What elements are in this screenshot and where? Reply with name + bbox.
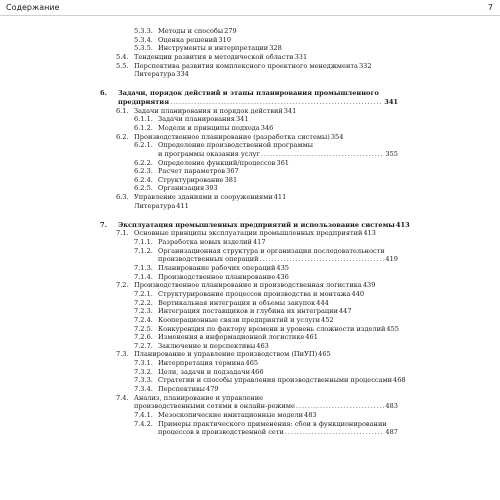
toc-entry-title-text: Производственное планирование (разработка системы)	[134, 132, 330, 141]
toc-entry-title	[158, 368, 398, 377]
toc-entry[interactable]	[100, 238, 398, 247]
toc-entry-page: 354	[330, 132, 344, 141]
toc-entry-number: 7.2.1.	[134, 289, 153, 298]
toc-entry-number: 6.2.1.	[134, 141, 153, 150]
toc-entry-number: 5.3.3.	[134, 27, 153, 35]
toc-entry-title-text: Перспективы	[158, 385, 205, 394]
toc-entry-title	[158, 420, 398, 437]
toc-entry-title	[158, 141, 398, 158]
toc-entry-number: 6.2.5.	[134, 184, 153, 193]
toc-entry[interactable]	[100, 299, 398, 308]
toc-entry-number: 5.3.5.	[134, 44, 153, 53]
table-of-contents	[100, 27, 410, 437]
toc-entry-title-text: Планирование и управление производством (ПиУП)	[134, 350, 318, 359]
toc-entry-page: 461	[305, 333, 318, 342]
toc-entry-title	[134, 202, 398, 211]
toc-entry-title-text: производственных операций	[158, 255, 259, 264]
toc-entry-title-text: Кооперационные связи предприятий и услуги	[158, 315, 321, 324]
toc-entry-number: 6.2.4.	[134, 175, 153, 184]
toc-entry-title-text: Модели и принципы подхода	[158, 123, 260, 132]
toc-entry-page: 452	[321, 315, 334, 324]
toc-entry-number: 5.4.	[116, 52, 129, 61]
toc-entry-title-text: Производственное планирование и производственная логистика	[134, 281, 362, 290]
toc-entry-page: 465	[318, 350, 331, 359]
toc-entry-page: 367	[226, 167, 239, 176]
toc-entry[interactable]	[100, 115, 398, 124]
toc-entry-title	[158, 376, 406, 385]
toc-entry-title	[158, 342, 398, 351]
toc-entry-title-text: Планирование рабочих операций	[158, 264, 276, 273]
toc-entry-title	[158, 184, 398, 193]
toc-entry-title-text: Организационная структура и организация последовательности	[158, 246, 385, 255]
toc-entry-page: 440	[351, 289, 365, 298]
toc-entry-page: 341	[384, 97, 398, 106]
toc-entry-number: 7.4.	[116, 393, 129, 402]
toc-entry-title	[158, 307, 398, 316]
toc-entry-number: 7.2.2.	[134, 298, 153, 307]
toc-entry-title-text: Оценка решений	[158, 35, 218, 44]
toc-entry-page: 346	[260, 123, 274, 132]
toc-entry[interactable]	[100, 247, 398, 264]
toc-entry-title-text: Вертикальная интеграция и объемы закупок	[158, 298, 316, 307]
toc-entry-title	[158, 44, 398, 53]
toc-entry-title	[158, 411, 398, 420]
toc-entry[interactable]	[100, 141, 398, 158]
toc-entry-number: 7.2.5.	[134, 324, 153, 333]
toc-entry-number: 6.1.2.	[134, 123, 153, 132]
toc-entry-number: 7.1.2.	[134, 246, 153, 255]
toc-entry-title-text: Анализ, планирование и управление	[134, 393, 264, 402]
toc-entry-title	[158, 325, 398, 334]
toc-entry-title	[134, 62, 398, 71]
toc-entry-page: 447	[338, 307, 352, 316]
toc-entry-title	[134, 193, 398, 202]
toc-entry-title	[134, 394, 398, 411]
toc-entry-number: 7.3.	[116, 350, 129, 359]
toc-entry[interactable]	[100, 316, 398, 325]
toc-entry-page: 411	[273, 193, 287, 202]
toc-entry[interactable]	[100, 350, 398, 359]
toc-entry-title-text: Перспектива развития комплексного проектного менеджмента	[134, 61, 358, 70]
toc-entry-title-text: и программы оказания услуг	[158, 149, 260, 158]
toc-entry-title	[134, 281, 398, 290]
toc-entry-title	[158, 115, 398, 124]
toc-entry-page: 279	[224, 27, 237, 35]
toc-entry-page: 417	[252, 238, 266, 247]
toc-entry-title-text: Основные принципы эксплуатации промышленных предприятий	[134, 229, 363, 238]
dot-leader	[284, 428, 385, 437]
toc-entry-title	[134, 350, 398, 359]
toc-entry-title-text: Интерпретация термина	[158, 359, 245, 368]
toc-entry-page: 483	[304, 410, 317, 419]
toc-entry-title-text: Задачи, порядок действий и этапы планирования промышленного	[118, 89, 379, 98]
toc-entry-title	[134, 70, 398, 79]
toc-entry-title	[158, 238, 398, 247]
toc-entry-page: 435	[276, 264, 289, 273]
toc-entry-title	[158, 290, 398, 299]
toc-entry[interactable]	[100, 342, 398, 351]
toc-entry-page: 332	[358, 61, 372, 70]
toc-entry-title-text: Заключение и перспективы	[158, 341, 256, 350]
toc-entry-page: 361	[276, 158, 289, 167]
toc-entry-title-text: Определение функций/процессов	[158, 158, 276, 167]
toc-entry-number: 6.2.3.	[134, 167, 153, 176]
toc-entry-page: 468	[393, 376, 406, 385]
toc-entry-page: 310	[218, 35, 232, 44]
toc-entry-title	[158, 273, 398, 282]
toc-entry-title	[158, 316, 398, 325]
toc-entry-title-text: Управление зданиями и сооружениями	[134, 193, 273, 202]
toc-entry[interactable]	[100, 220, 410, 230]
toc-entry-page: 463	[256, 341, 269, 350]
toc-entry[interactable]	[100, 273, 398, 282]
toc-entry[interactable]	[100, 70, 398, 79]
toc-entry[interactable]	[100, 193, 398, 202]
toc-entry-number: 7.1.4.	[134, 272, 153, 281]
toc-entry-number: 7.3.3.	[134, 376, 153, 385]
toc-entry-page: 436	[276, 272, 289, 281]
toc-entry-title-text: Тенденции развития в методической области	[134, 52, 294, 61]
toc-entry-title-text: Определение производственной программы	[158, 141, 313, 150]
toc-entry-number: 5.5.	[116, 61, 129, 70]
toc-entry[interactable]	[100, 62, 398, 71]
running-header	[0, 0, 500, 16]
toc-entry[interactable]	[100, 53, 398, 62]
toc-entry-page: 381	[224, 175, 238, 184]
toc-entry-title	[118, 89, 398, 106]
toc-entry-page: 413	[395, 220, 410, 229]
toc-entry-title-text: Производственное планирование	[158, 272, 276, 281]
toc-entry-page: 328	[269, 44, 282, 53]
toc-entry-number: 6.	[100, 89, 107, 98]
toc-entry-page: 487	[385, 428, 398, 437]
toc-entry[interactable]	[100, 411, 398, 420]
toc-entry[interactable]	[100, 133, 398, 142]
toc-entry-title	[118, 220, 410, 230]
toc-entry-title-text: Мезоскопические имитационные модели	[158, 410, 304, 419]
toc-entry[interactable]	[100, 124, 398, 133]
toc-entry[interactable]	[100, 159, 398, 168]
toc-entry-number: 7.1.	[116, 229, 129, 238]
toc-entry[interactable]	[100, 385, 398, 394]
toc-entry-title-text: Стратегии и способы управления производственными процессами	[158, 376, 393, 385]
toc-entry-title-text: процессов в производственной сети	[158, 428, 284, 437]
toc-entry-title-text: производственными сетями в онлайн-режиме	[134, 402, 295, 411]
running-header-title: Содержание	[6, 3, 60, 12]
toc-entry-title	[158, 299, 398, 308]
toc-entry-title-text: Организация	[158, 184, 205, 193]
toc-entry-page: 439	[362, 281, 376, 290]
toc-entry-title	[158, 36, 398, 45]
toc-entry-number: 7.3.4.	[134, 385, 153, 394]
toc-entry[interactable]	[100, 420, 398, 437]
dot-leader	[295, 402, 385, 411]
toc-entry[interactable]	[100, 36, 398, 45]
toc-entry-page: 334	[176, 70, 189, 79]
toc-entry[interactable]	[100, 202, 398, 211]
toc-entry-title-text: Задачи планирования и порядок действий	[134, 106, 283, 115]
toc-entry-number: 6.1.	[116, 106, 129, 115]
toc-entry-title-text: Изменения в информационной логистике	[158, 333, 305, 342]
toc-entry-number: 6.2.2.	[134, 158, 153, 167]
toc-entry-page: 341	[235, 115, 249, 124]
toc-entry-number: 7.1.1.	[134, 238, 153, 247]
toc-entry-title-text: Цели, задачи и подзадачи	[158, 367, 250, 376]
page-number: 7	[487, 3, 493, 12]
toc-entry[interactable]	[100, 376, 406, 385]
toc-entry-title	[134, 133, 398, 142]
toc-entry-title	[134, 107, 398, 116]
toc-entry-title-text: Структурирование процессов производства и монтажа	[158, 289, 351, 298]
toc-entry-page: 455	[386, 324, 400, 333]
toc-entry[interactable]	[100, 167, 398, 176]
toc-entry[interactable]	[100, 325, 398, 334]
toc-entry-title	[158, 264, 398, 273]
toc-entry-number: 7.3.2.	[134, 367, 153, 376]
toc-entry-page: 411	[176, 201, 189, 210]
toc-entry[interactable]	[100, 27, 398, 36]
toc-entry[interactable]	[100, 394, 398, 411]
toc-entry-title-text: Литература	[134, 201, 176, 210]
toc-entry[interactable]	[100, 368, 398, 377]
toc-entry[interactable]	[100, 107, 398, 116]
toc-entry-title	[158, 27, 398, 36]
toc-entry-title	[158, 333, 398, 342]
toc-entry-number: 7.2.6.	[134, 333, 153, 342]
toc-entry-number: 6.2.	[116, 132, 129, 141]
toc-entry-number: 7.	[100, 220, 107, 229]
toc-entry-title	[158, 359, 398, 368]
toc-entry-page: 466	[250, 367, 264, 376]
toc-entry-title-text: Эксплуатация промышленных предприятий и использование системы	[118, 220, 395, 229]
toc-entry-page: 444	[316, 298, 329, 307]
dot-leader	[169, 98, 383, 107]
dot-leader	[260, 150, 384, 159]
toc-entry-number: 7.2.	[116, 281, 129, 290]
toc-entry[interactable]	[100, 290, 398, 299]
toc-entry[interactable]	[100, 281, 398, 290]
toc-entry-page: 413	[363, 229, 377, 238]
toc-entry[interactable]	[100, 307, 398, 316]
toc-entry-number: 7.4.1.	[134, 410, 153, 419]
toc-entry-page: 341	[283, 106, 297, 115]
toc-entry-title	[134, 229, 398, 238]
toc-entry-number: 7.2.4.	[134, 315, 153, 324]
toc-entry-title-text: Интеграция поставщиков и глубина их интеграции	[158, 307, 338, 316]
toc-entry-number: 7.3.1.	[134, 359, 153, 368]
toc-entry-title-text: Методы и способы	[158, 27, 224, 35]
toc-entry-number: 7.2.7.	[134, 341, 153, 350]
toc-entry-number: 5.3.4.	[134, 35, 153, 44]
toc-entry-number: 6.1.1.	[134, 115, 153, 124]
toc-entry-title-text: Расчет параметров	[158, 167, 226, 176]
toc-entry-page: 465	[245, 359, 259, 368]
toc-entry-title	[158, 159, 398, 168]
toc-entry-title-text: Инструменты и интерпретации	[158, 44, 269, 53]
toc-entry-title	[134, 53, 398, 62]
toc-entry[interactable]	[100, 264, 398, 273]
toc-entry-number: 7.4.2.	[134, 419, 153, 428]
toc-entry-title-text: Конкуренция по фактору времени и уровень сложности изделий	[158, 324, 386, 333]
toc-entry-title	[158, 385, 398, 394]
toc-entry-title	[158, 167, 398, 176]
toc-entry-page: 393	[205, 184, 218, 193]
toc-entry-page: 331	[294, 52, 308, 61]
toc-entry-title	[158, 176, 398, 185]
toc-entry-title	[158, 247, 398, 264]
toc-entry-title-text: Литература	[134, 70, 176, 79]
toc-entry-page: 483	[385, 402, 398, 411]
toc-entry[interactable]	[100, 44, 398, 53]
dot-leader	[259, 255, 385, 264]
toc-entry[interactable]	[100, 359, 398, 368]
toc-entry-page: 355	[385, 149, 398, 158]
toc-entry-title	[158, 124, 398, 133]
toc-entry[interactable]	[100, 184, 398, 193]
toc-entry[interactable]	[100, 333, 398, 342]
toc-entry[interactable]	[100, 89, 398, 106]
toc-entry-number: 7.2.3.	[134, 307, 153, 316]
toc-entry-number: 7.1.3.	[134, 264, 153, 273]
toc-entry-title-text: Структурирование	[158, 175, 224, 184]
toc-entry-page: 419	[385, 255, 398, 264]
toc-entry-title-text: Примеры практического применения: сбои в функционировании	[158, 419, 387, 428]
toc-entry-title-text: предприятия	[118, 97, 170, 106]
toc-entry-title-text: Задачи планирования	[158, 115, 235, 124]
toc-entry-page: 479	[206, 385, 219, 394]
toc-entry[interactable]	[100, 176, 398, 185]
toc-entry-title-text: Разработка новых изделий	[158, 238, 252, 247]
toc-entry-number: 6.3.	[116, 193, 129, 202]
toc-entry[interactable]	[100, 229, 398, 238]
